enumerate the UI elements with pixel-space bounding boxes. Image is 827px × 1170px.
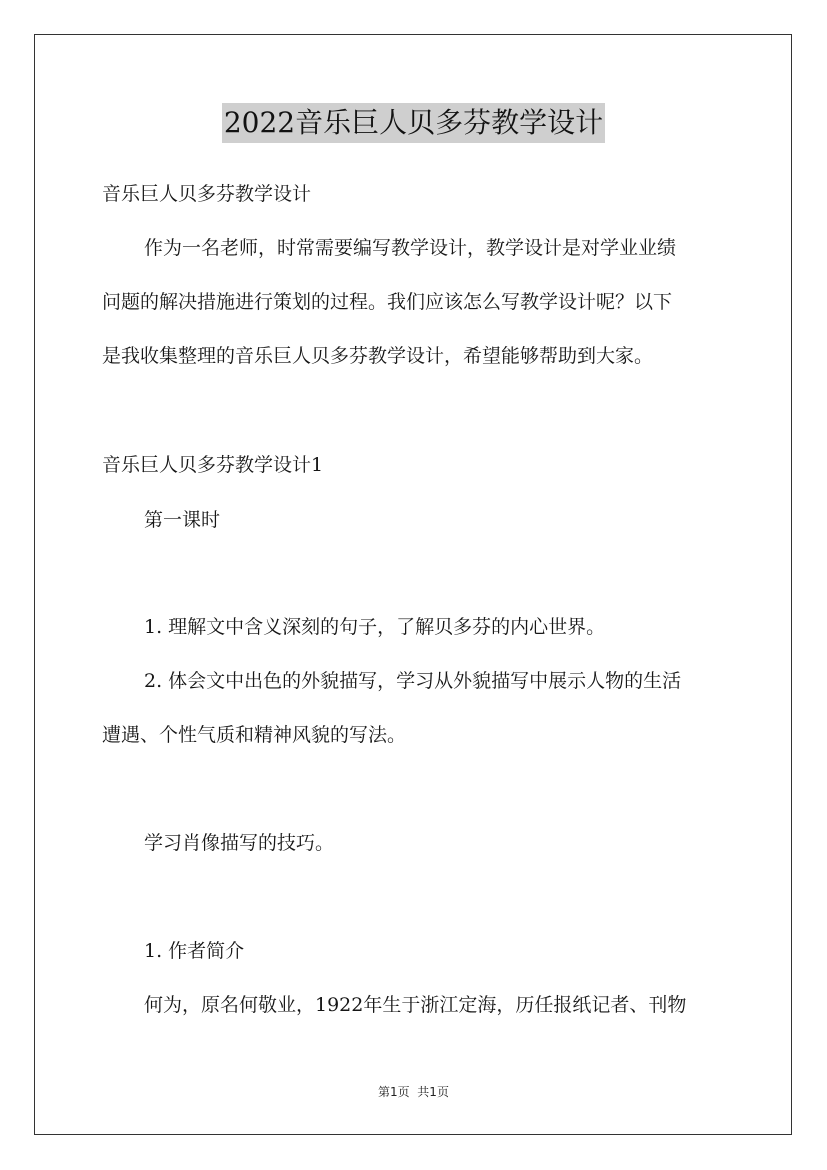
goal-2-line-1: 2. 体会文中出色的外貌描写，学习从外貌描写中展示人物的生活 — [144, 670, 682, 692]
author-heading: 1. 作者简介 — [144, 940, 245, 962]
document-title: 2022音乐巨人贝多芬教学设计 — [222, 103, 605, 143]
key-point: 学习肖像描写的技巧。 — [144, 832, 335, 854]
goal-1: 1. 理解文中含义深刻的句子，了解贝多芬的内心世界。 — [144, 616, 606, 638]
subtitle: 音乐巨人贝多芬教学设计 — [102, 183, 312, 205]
intro-line-3: 是我收集整理的音乐巨人贝多芬教学设计，希望能够帮助到大家。 — [102, 345, 654, 367]
page-footer: 第1页 共1页 — [378, 1085, 449, 1099]
author-text: 何为，原名何敬业，1922年生于浙江定海，历任报纸记者、刊物 — [144, 994, 687, 1016]
title-container — [0, 103, 827, 143]
section-heading: 音乐巨人贝多芬教学设计1 — [102, 454, 324, 476]
intro-line-2: 问题的解决措施进行策划的过程。我们应该怎么写教学设计呢？以下 — [102, 291, 673, 313]
lesson-label: 第一课时 — [144, 509, 221, 531]
goal-2-line-2: 遭遇、个性气质和精神风貌的写法。 — [102, 724, 407, 746]
intro-line-1: 作为一名老师，时常需要编写教学设计，教学设计是对学业业绩 — [144, 237, 677, 259]
